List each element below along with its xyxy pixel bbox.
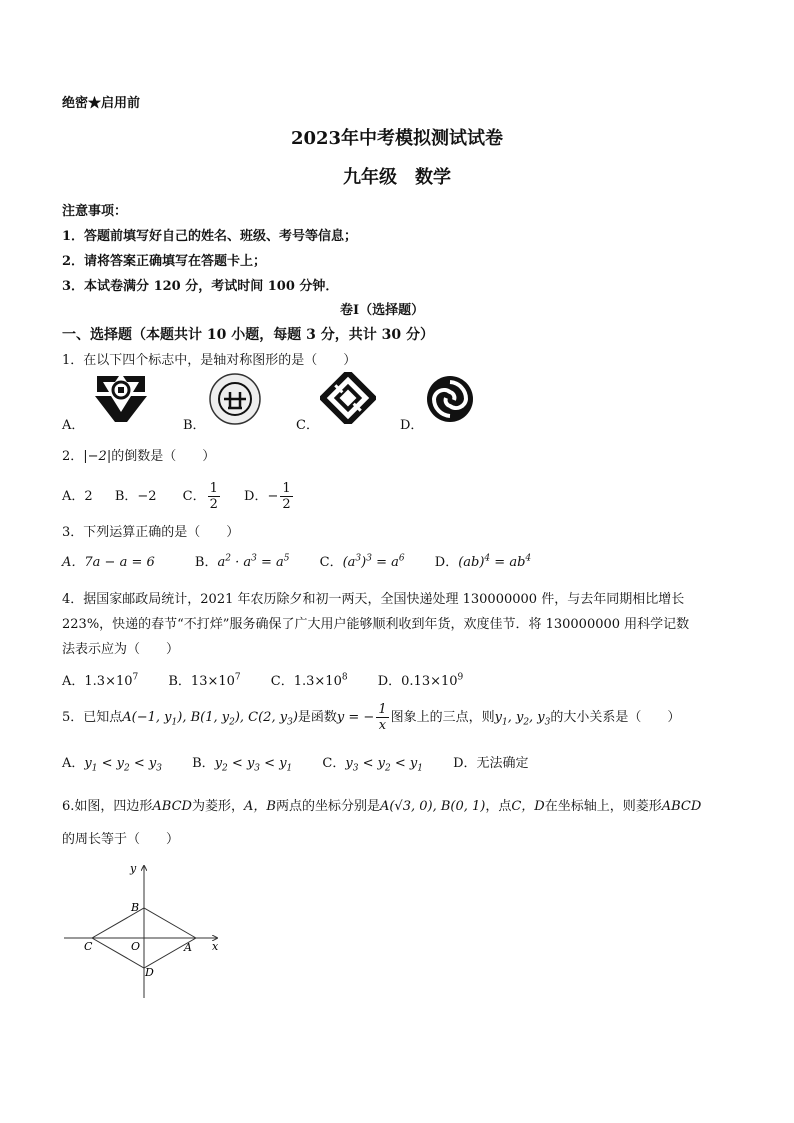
q2-d-numerator: 1 — [282, 481, 291, 496]
q2-d-denominator: 2 — [282, 497, 291, 512]
q2-stem-abs: |−2| — [83, 449, 112, 464]
q3-options — [62, 551, 531, 570]
q6-coordinates: A(√3, 0), B(0, 1) — [379, 799, 486, 814]
q3-option-a: A．7a − a = 6 — [62, 555, 155, 570]
point-b-label: B — [131, 901, 140, 914]
q5-points: A(−1, $y_1$), B(1, $y_2$), C(2, $y_3$) — [122, 710, 298, 728]
q3-stem: 3．下列运算正确的是（ ） — [62, 525, 240, 540]
bank-logo-icon — [93, 374, 149, 424]
q2-c-numerator: 1 — [209, 481, 218, 496]
q4-option-c: C．$1.3\times 10^8$ — [270, 672, 348, 689]
q2-option-b: B．−2 — [114, 489, 157, 504]
q4-option-a: A．$1.3\times 10^7$ — [62, 672, 139, 689]
notice-item-3: 3．本试卷满分 120 分，考试时间 100 分钟． — [62, 279, 339, 294]
q1-stem: 1．在以下四个标志中，是轴对称图形的是（ ） — [62, 353, 357, 368]
q2-stem-pre: 2． — [62, 449, 84, 464]
q5-function: y = − — [336, 710, 375, 725]
q5-stem: 5．已知点A(−1, $y_1$), B(1, $y_2$), C(2, $y_3$)是函数y = − $\frac{1}{x}$ 图象上的三点，则$y_1$, $y_2$, $y_3$的大小关系是（ ） — [62, 702, 681, 733]
volume-label: 卷Ⅰ（选择题） — [340, 303, 425, 318]
q5-options: A．$y_1 < y_2 < y_3$ B．$y_2 < y_3 < y_1$ C．$y_3 < y_2 < y_1$ D．无法确定 — [62, 756, 529, 774]
q6-line-2: 的周长等于（ ） — [62, 832, 180, 847]
q2-option-d-fraction — [280, 482, 292, 511]
q4-option-b: B．$13\times 10^7$ — [168, 672, 241, 689]
notice-item-1: 1．答题前填写好自己的姓名、班级、考号等信息； — [62, 229, 358, 244]
origin-label: O — [131, 940, 141, 953]
q3-option-c-expr: $(a^3)^3 = a^6$ — [342, 553, 405, 570]
q4-line-3: 法表示应为（ ） — [62, 642, 180, 657]
point-d-label: D — [145, 966, 154, 979]
notice-item-2: 2．请将答案正确填写在答题卡上； — [62, 254, 267, 269]
q4-options — [62, 670, 463, 689]
exam-subtitle: 九年级 数学 — [343, 167, 451, 188]
q5-function-fraction: $\frac{1}{x}$ — [378, 702, 387, 733]
q1-option-c: C． — [296, 418, 319, 433]
q6-line-1: 6.如图，四边形ABCD为菱形，A，B两点的坐标分别是A(√3, 0), B(0, 1)，点C，D在坐标轴上，则菱形ABCD — [62, 799, 702, 814]
q2-options — [62, 478, 295, 516]
q5-variables: $y_1$, $y_2$, $y_3$ — [494, 710, 551, 728]
exam-title: 2023年中考模拟测试试卷 — [290, 128, 504, 149]
q4-line-2: 223%，快递的春节“不打烊”服务确保了广大用户能够顺利收到年货，欢度佳节．将 130000000 用科学记数 — [62, 617, 690, 632]
point-c-label: C — [84, 940, 93, 953]
q5-option-a: $y_1 < y_2 < y_3$ — [84, 756, 162, 774]
q1-option-b: B． — [183, 418, 206, 433]
spiral-logo-icon — [424, 374, 476, 424]
point-a-label: A — [184, 941, 192, 954]
q2-c-denominator: 2 — [209, 497, 218, 512]
q3-option-c-label: C． — [319, 555, 343, 570]
secrecy-label: 绝密★启用前 — [62, 96, 141, 111]
q2-option-a: A．2 — [62, 489, 93, 504]
q2-option-d-label: D．− — [244, 489, 279, 504]
section-heading: 一、选择题（本题共计 10 小题，每题 3 分，共计 30 分） — [62, 327, 434, 343]
q4-option-d: D．$0.13\times 10^9$ — [377, 672, 464, 689]
q3-option-d-label: D． — [434, 555, 459, 570]
x-axis-label: x — [212, 940, 219, 953]
q1-option-d: D． — [400, 418, 424, 433]
q5-option-d: D．无法确定 — [453, 756, 529, 771]
circle-emblem-icon — [208, 372, 262, 426]
q5-option-b: $y_2 < y_3 < y_1$ — [214, 756, 293, 774]
notice-heading: 注意事项： — [62, 204, 128, 219]
q3-option-b-expr: $a^2 \cdot a^3 = a^5$ — [217, 553, 290, 570]
q4-line-1: 4．据国家邮政局统计，2021 年农历除夕和初一两天，全国快递处理 130000000 件，与去年同期相比增长 — [62, 592, 685, 607]
q2-stem-post: 的倒数是（ ） — [111, 449, 216, 464]
q3-option-b-label: B． — [194, 555, 218, 570]
q2-option-c-label: C． — [182, 489, 206, 504]
rhombus-figure — [62, 858, 227, 1003]
q3-option-d-expr: $(ab)^4 = ab^4$ — [458, 553, 532, 570]
q5-option-c: $y_3 < y_2 < y_1$ — [345, 756, 423, 774]
interlocked-square-icon — [320, 372, 376, 424]
y-axis-label: y — [130, 862, 137, 875]
q1-option-a: A． — [62, 418, 85, 433]
q2-option-c-fraction — [208, 482, 220, 511]
q2-stem — [62, 445, 215, 464]
